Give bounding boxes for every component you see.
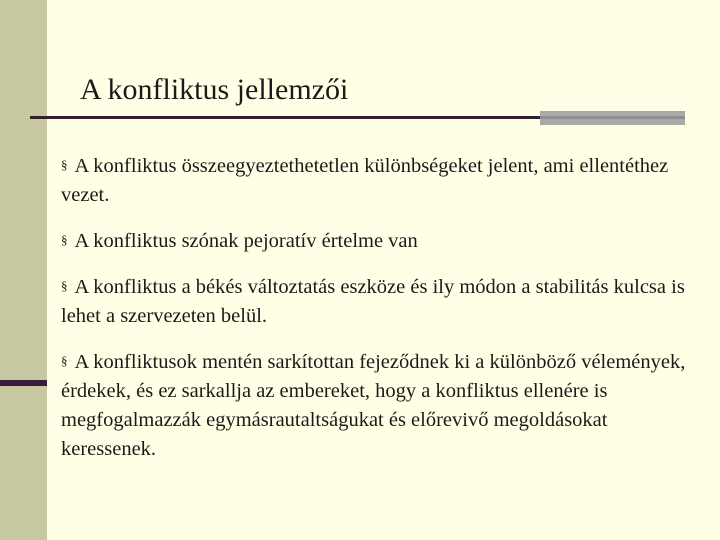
bullet-marker-icon: § [61,278,68,293]
bullet-text: A konfliktus összeegyeztethetetlen különbségeket jelent, ami ellentéthez vezet. [61,155,669,206]
bullet-item [61,271,686,331]
bullet-marker-icon: § [61,353,68,368]
slide-title: A konfliktus jellemzői [80,73,349,106]
bullet-marker-icon: § [61,232,68,247]
title-underline-accent [540,111,685,125]
bullet-text: A konfliktus a békés változtatás eszköze és ily módon a stabilitás kulcsa is lehet a szervezeten belül. [61,276,685,327]
bullet-item [61,150,686,210]
bullet-marker-icon: § [61,157,68,172]
left-accent-bar [0,380,47,386]
bullet-text: A konfliktus szónak pejoratív értelme van [74,230,418,252]
left-decorative-band [0,0,47,540]
bullet-item [61,346,686,464]
bullet-list [61,150,686,479]
bullet-text: A konfliktusok mentén sarkítottan fejeződnek ki a különböző vélemények, érdekek, és ez sarkallja az embereket, hogy a konfliktus ellenére is megfogalmazzák egymásrautaltságukat és előrevivő megoldásokat keressenek. [61,351,686,460]
bullet-item [61,225,686,256]
